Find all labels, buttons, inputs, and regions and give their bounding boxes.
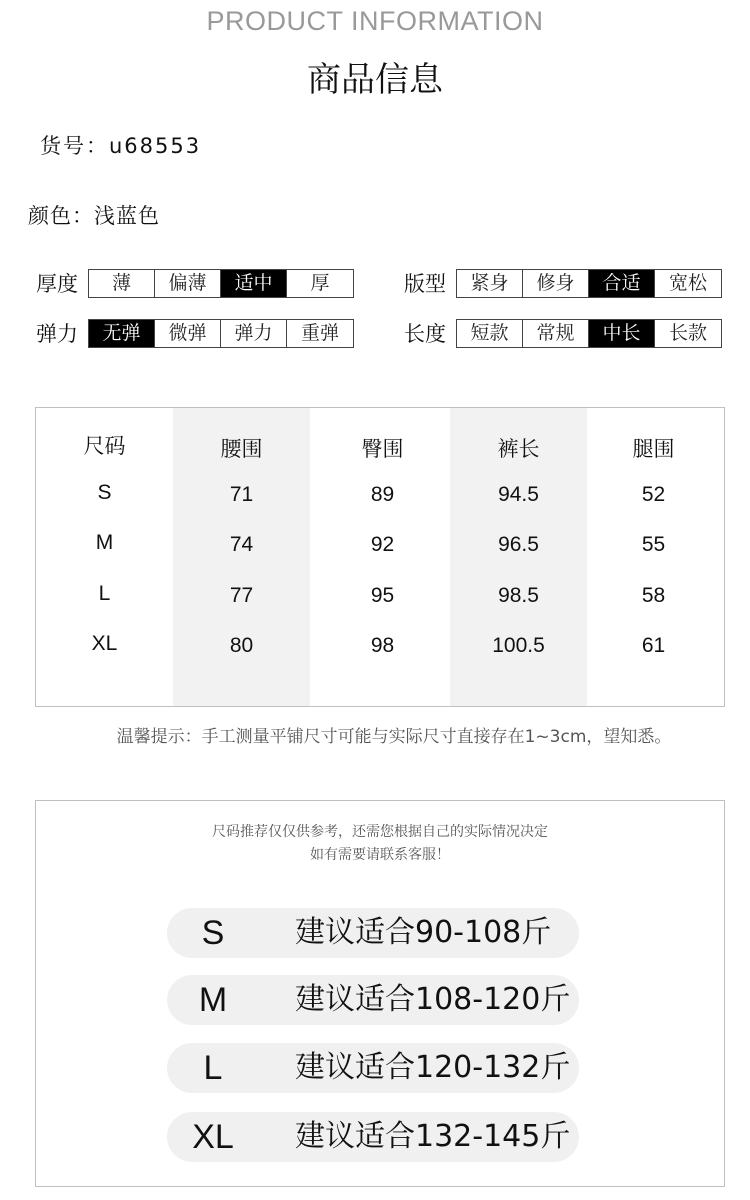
- recommendation-pill: [167, 908, 579, 958]
- attr-option: 短款: [457, 320, 523, 347]
- sku-number: 货号：u68553: [40, 134, 202, 158]
- size-column: [36, 408, 173, 706]
- attr-option: 弹力: [221, 320, 287, 347]
- attr-option: 厚: [310, 271, 330, 294]
- attr-option: 宽松: [668, 271, 707, 294]
- attr-option: 常规: [523, 320, 589, 347]
- recommendation-pill: [167, 1112, 579, 1162]
- recommendation-size: M: [198, 981, 228, 1019]
- measurement-tip: 温馨提示：手工测量平铺尺寸可能与实际尺寸直接存在1~3cm，望知悉。: [116, 727, 672, 747]
- table-header-cell: 裤长: [497, 438, 540, 461]
- attr-option-selected: 无弹: [89, 320, 155, 347]
- attr-option: 偏薄: [155, 270, 221, 297]
- attr-option: 修身: [523, 270, 589, 297]
- attr-label-length: 长度: [404, 322, 446, 346]
- table-header-cell: 腰围: [220, 438, 263, 461]
- table-cell: XL: [91, 632, 118, 655]
- table-cell: 52: [641, 483, 666, 506]
- table-cell: 71: [229, 483, 254, 506]
- table-cell: 96.5: [498, 533, 539, 556]
- attr-elasticity: [36, 318, 354, 348]
- table-header-cell: 尺码: [83, 435, 126, 458]
- attr-option: 薄: [89, 270, 155, 297]
- size-recommendation-box: [35, 800, 725, 1187]
- table-cell: 74: [229, 533, 254, 556]
- table-cell: 95: [370, 584, 395, 607]
- table-cell: 61: [641, 634, 666, 657]
- table-cell: 98: [370, 634, 395, 657]
- attr-option: 紧身: [457, 270, 523, 297]
- pants-length-column: [450, 408, 587, 706]
- attr-label-fit: 版型: [404, 272, 446, 296]
- table-cell: 77: [229, 584, 254, 607]
- attr-options-thickness: [88, 269, 354, 298]
- attr-option: 长款: [668, 321, 707, 344]
- attr-fit: [404, 268, 722, 298]
- size-table: [35, 407, 725, 707]
- recommendation-pill: [167, 975, 579, 1025]
- table-cell: 80: [229, 634, 254, 657]
- table-cell: 55: [641, 533, 666, 556]
- table-cell: L: [98, 582, 111, 605]
- recommendation-size: S: [201, 914, 225, 952]
- attr-label-elasticity: 弹力: [36, 322, 78, 346]
- recommendation-note: 如有需要请联系客服！: [310, 847, 450, 863]
- attr-thickness: [36, 268, 354, 298]
- table-cell: M: [95, 531, 114, 554]
- recommendation-text: 建议适合108-120斤: [295, 982, 571, 1017]
- table-cell: 89: [370, 483, 395, 506]
- table-cell: 98.5: [498, 584, 539, 607]
- attr-option-selected: 合适: [589, 270, 655, 297]
- recommendation-size: L: [203, 1049, 223, 1087]
- color-info: 颜色：浅蓝色: [28, 204, 160, 228]
- attr-option-selected: 中长: [589, 320, 655, 347]
- page-title-en: PRODUCT INFORMATION: [206, 6, 544, 36]
- waist-column: [173, 408, 310, 706]
- attr-length: [404, 318, 722, 348]
- recommendation-pill: [167, 1043, 579, 1093]
- attr-option-selected: 适中: [221, 270, 287, 297]
- attr-options-fit: [456, 269, 722, 298]
- table-cell: 94.5: [498, 483, 539, 506]
- table-cell: 100.5: [492, 634, 545, 657]
- attr-option: 微弹: [155, 320, 221, 347]
- page-title-cn: 商品信息: [307, 60, 443, 100]
- attr-options-elasticity: [88, 319, 354, 348]
- recommendation-size: XL: [192, 1118, 234, 1156]
- table-header-cell: 臀围: [361, 438, 404, 461]
- table-header-cell: 腿围: [632, 438, 675, 461]
- table-cell: 92: [370, 533, 395, 556]
- recommendation-text: 建议适合120-132斤: [295, 1050, 571, 1085]
- attr-label-thickness: 厚度: [36, 272, 78, 296]
- table-cell: 58: [641, 584, 666, 607]
- table-cell: S: [97, 481, 112, 504]
- recommendation-note: 尺码推荐仅仅供参考，还需您根据自己的实际情况决定: [212, 824, 548, 840]
- recommendation-text: 建议适合90-108斤: [295, 915, 552, 950]
- hip-column: [314, 408, 451, 706]
- recommendation-text: 建议适合132-145斤: [295, 1119, 571, 1154]
- attr-options-length: [456, 319, 722, 348]
- thigh-column: [585, 408, 722, 706]
- attr-option: 重弹: [300, 321, 339, 344]
